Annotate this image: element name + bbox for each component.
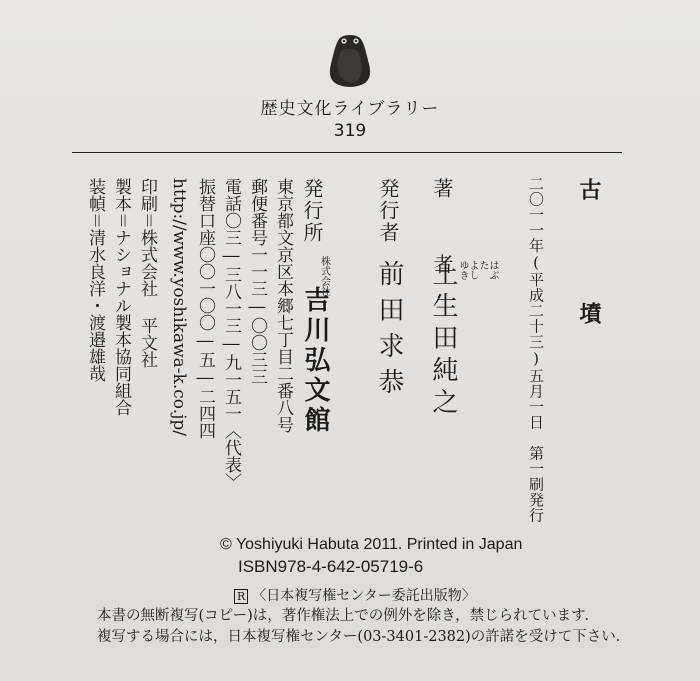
- binder-credit: 製本＝ナショナル製本協同組合: [111, 178, 131, 416]
- publisher-name: 前田求恭: [374, 260, 404, 404]
- postal-code: 郵便番号一一三―〇〇三三: [247, 178, 267, 385]
- divider-rule: [72, 152, 622, 153]
- series-number: 319: [333, 121, 367, 141]
- isbn: ISBN978-4-642-05719-6: [238, 557, 424, 576]
- transfer-account: 振替口座〇〇一〇〇―五―二四四: [195, 178, 215, 439]
- issuer-label: 発行所: [300, 178, 324, 244]
- designer-credit: 装幀＝清水良洋・渡邉雄哉: [85, 178, 105, 382]
- jrrc-line: [234, 585, 476, 605]
- author-name: 土生田純之: [428, 260, 458, 420]
- kabushiki-kaisha: 株式会社: [318, 256, 330, 296]
- series-title: 歴史文化ライブラリー: [260, 99, 440, 119]
- issuer-name: 吉川弘文館: [300, 286, 330, 436]
- copy-notice-line-1: 本書の無断複写(コピー)は，著作権法上での例外を除き，禁じられています．: [97, 608, 599, 624]
- author-label: 著 者: [430, 178, 454, 290]
- copy-notice-line-2: 複写する場合には，日本複写権センター(03-3401-2382)の許諾を受けて下さい．: [97, 629, 631, 645]
- author-ruby: はぶ た よし ゆき: [457, 260, 498, 280]
- copyright-line: © Yoshiyuki Habuta 2011. Printed in Japan: [220, 536, 523, 553]
- phone-number: 電話〇三―三八一三―九一五一〈代表〉: [221, 178, 241, 490]
- website-url: http://www.yoshikawa-k.co.jp/: [169, 178, 189, 436]
- printer-credit: 印刷＝株式会社 平文社: [137, 178, 157, 368]
- publisher-label: 発行者: [376, 178, 400, 244]
- edition-date: 二〇一一年(平成二十三)五月一日 第一刷発行: [527, 176, 545, 523]
- publisher-address: 東京都文京区本郷七丁目二番八号: [273, 178, 293, 433]
- clay-figure-logo-icon: [322, 30, 378, 90]
- jrrc-text: 〈日本複写権センター委託出版物〉: [252, 588, 476, 604]
- jrrc-mark-icon: R: [234, 589, 248, 604]
- book-title: 古 墳: [576, 178, 602, 362]
